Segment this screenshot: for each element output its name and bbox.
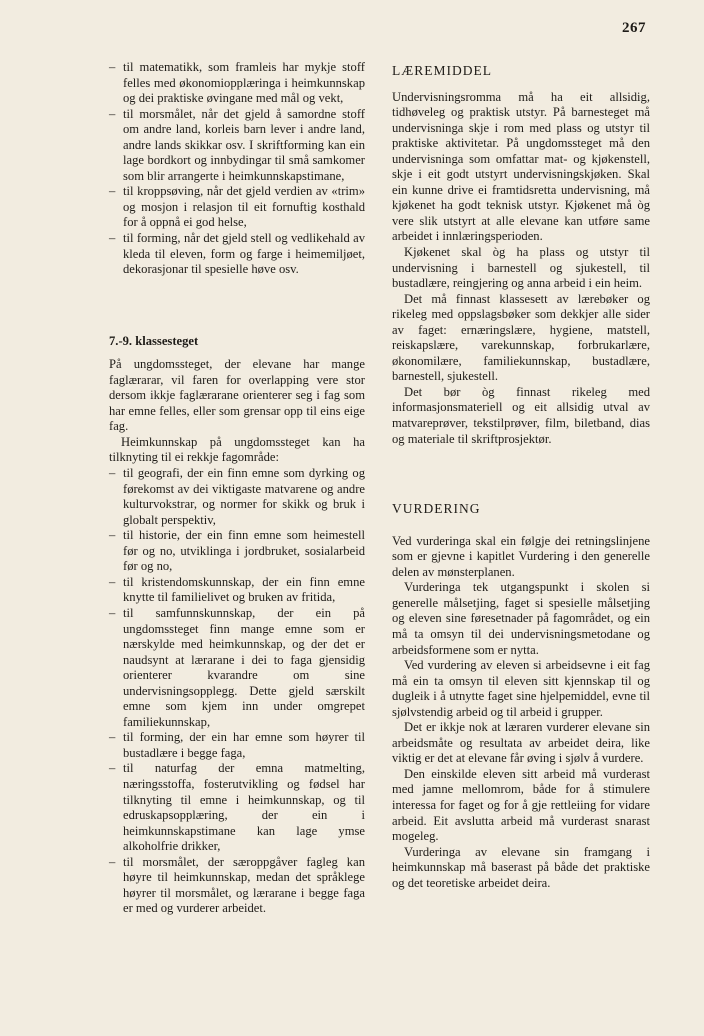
list-item: – til kristendomskunnskap, der ein finn emne knytte til familielivet og bruken av fritida, xyxy=(109,575,365,606)
paragraph: Ved vurderinga skal ein følgje dei retningslinjene som er gjevne i kapitlet Vurdering i den generelle delen av mønsterplanen. xyxy=(392,533,650,579)
list-item: – til kroppsøving, når det gjeld verdien av «trim» og mosjon i relasjon til eit fornuftig kosthald for å oppnå ei god helse, xyxy=(109,184,365,231)
list-item: – til naturfag der emna matmelting, næringsstoffa, fosterutvikling og fødsel har tilknyting til emne i heimkunnskap, og til edruskapsopplæring, der ein i heimkunnskapstimane kan lage ymse alkoholfrie drikker, xyxy=(109,761,365,854)
paragraph: Den einskilde eleven sitt arbeid må vurderast med jamne mellomrom, både for å stimulere interessa for faget og for å gje rettleiing for vidare arbeid. Eit avslutta arbeid må vurderast snarast mogeleg. xyxy=(392,766,650,844)
paragraph: Vurderinga tek utgangspunkt i skolen si generelle målsetjing, faget si spesielle målsetjing og eleven sine føresetnader på fagområdet, og ein må ta omsyn til dei undervisningsmetodane og arbeidsformene som er nytta. xyxy=(392,580,650,657)
list-item: – til matematikk, som framleis har mykje stoff felles med økonomiopplæringa i heimkunnskap og dei praktiske øvingane med mål og vekt, xyxy=(109,60,365,107)
paragraph: Heimkunnskap på ungdomssteget kan ha tilknyting til ei rekkje fagområde: xyxy=(109,434,365,465)
paragraph: Undervisningsromma må ha eit allsidig, tidhøveleg og praktisk utstyr. På barnesteget må undervisninga skje i rom med plass og utstyr til praktiske aktivitetar. På ungdomssteget må den undervisninga som omfattar mat- og kjøkenstell, skje i eit godt utstyrt undervisningskjøken. Skal ein kunne drive ei framtidsretta undervisning, må kjøkenet ha godt teknisk utstyr. Kjøkenet må òg vere slik utstyrt at alle elevane kan utføre same arbeidet i innlæringsperioden. xyxy=(392,89,650,244)
list-item: – til morsmålet, når det gjeld å samordne stoff om andre land, korleis barn lever i andre land, andre lands skikkar osv. I skriftforming kan ein lage bordkort og innbydingar til små samkomer som blir arrangerte i heimkunnskapstimane, xyxy=(109,107,365,185)
right-column xyxy=(392,60,650,891)
paragraph: Ved vurdering av eleven si arbeidsevne i eit fag må ein ta omsyn til eleven sitt kjennskap til og dugleik i å utnytte faget sine hjelpemiddel, evne til sjølvstendig arbeid og til arbeid i grupper. xyxy=(392,658,650,719)
paragraph: Vurderinga av elevane sin framgang i heimkunnskap må baserast på både det praktiske og det teoretiske arbeidet deira. xyxy=(392,844,650,890)
list-item: – til forming, der ein har emne som høyrer til bustadlære i begge faga, xyxy=(109,730,365,761)
list-item: – til morsmålet, der særoppgåver fagleg kan høyre til heimkunnskap, medan det språklege høyrer til morsmålet, og lærarane i begge faga er med og vurderer arbeidet. xyxy=(109,855,365,917)
list-item: – til samfunnskunnskap, der ein på ungdomssteget finn mange emne som er nærskylde med heimkunnskap, og der det er naudsynt at lærarane i dei to faga gjensidig orienterer kvarandre om sine undervisningsopplegg. Dette gjeld særskilt emne som kjem inn under omgrepet familiekunnskap, xyxy=(109,606,365,730)
section-heading: VURDERING xyxy=(392,501,481,517)
paragraph: Det bør òg finnast rikeleg med informasjonsmateriell og eit allsidig utval av matvareprøver, tekstilprøver, film, biletband, dias og materiale til skriftprosjektør. xyxy=(392,384,650,446)
paragraph: Det må finnast klassesett av lærebøker og rikeleg med oppslagsbøker som dekkjer alle sider av faget: ernæringslære, hygiene, matstell, reiskapslære, varekunnskap, forbrukarlære, økonomilære, familiekunnskap, bustadlære, barnestell, sjukestell. xyxy=(392,291,650,384)
section-heading: 7.-9. klassesteget xyxy=(109,333,199,348)
section-heading: LÆREMIDDEL xyxy=(392,63,492,78)
intro-list xyxy=(109,60,365,278)
list-item: – til historie, der ein finn emne som heimestell før og no, utviklinga i jordbruket, sosialarbeid før og no, xyxy=(109,528,365,575)
subject-list xyxy=(109,466,365,917)
page-number: 267 xyxy=(622,20,646,36)
paragraph: Det er ikkje nok at læraren vurderer elevane sin arbeidsmåte og resultata av arbeidet deira, like viktig er det at elevane får øving i sjølv å vurdere. xyxy=(392,720,650,766)
left-column xyxy=(109,60,365,917)
list-item: – til forming, når det gjeld stell og vedlikehald av kleda til eleven, form og farge i heimemiljøet, dekorasjonar til spesielle høve osv. xyxy=(109,231,365,278)
paragraph: På ungdomssteget, der elevane har mange faglærarar, vil faren for overlapping vere stor dersom ikkje faglærarane orienterer seg i fag som har emne felles, eller som grensar opp til eins eige fag. xyxy=(109,357,365,434)
list-item: – til geografi, der ein finn emne som dyrking og førekomst av dei viktigaste matvarene og andre kulturvokstrar, og normer for skikk og bruk i globalt perspektiv, xyxy=(109,466,365,528)
paragraph: Kjøkenet skal òg ha plass og utstyr til undervisning i barnestell og sjukestell, til bustadlære, reingjering og anna arbeid i ein heim. xyxy=(392,245,650,291)
